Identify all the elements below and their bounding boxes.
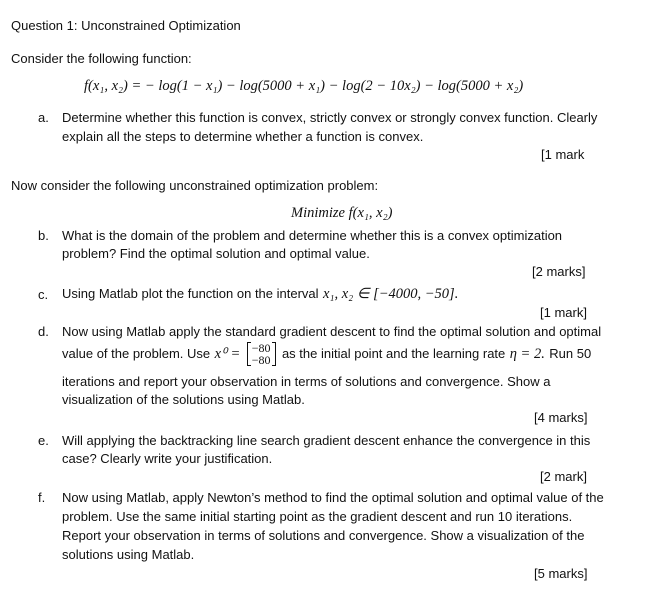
- part-e-line2: case? Clearly write your justification.: [62, 451, 273, 466]
- part-c-marks: [1 mark]: [540, 305, 587, 320]
- part-f-marks: [5 marks]: [534, 566, 588, 581]
- part-d-x0: x⁰ =: [214, 346, 241, 363]
- part-a-marks: [1 mark: [541, 147, 585, 162]
- function-expression: f(x₁, x₂) = − log(1 − x₁) − log(5000 + x₁) − log(2 − 10x₂) − log(5000 + x₂): [84, 78, 524, 94]
- part-c-interval: x₁, x₂ ∈ [−4000, −50].: [323, 286, 459, 302]
- part-d-label: d.: [38, 324, 49, 339]
- part-d-line2-pre: value of the problem. Use: [62, 346, 211, 362]
- part-f-line4: solutions using Matlab.: [62, 547, 195, 562]
- part-a-line2: explain all the steps to determine whether a function is convex.: [62, 129, 424, 144]
- part-d-line4: visualization of the solutions using Matlab.: [62, 392, 305, 407]
- part-d-line1: Now using Matlab apply the standard gradient descent to find the optimal solution and optimal: [62, 324, 602, 339]
- part-c-line: [62, 284, 458, 303]
- part-c-text: Using Matlab plot the function on the interval: [62, 286, 319, 301]
- part-e-line1: Will applying the backtracking line search gradient descent enhance the convergence in this: [62, 433, 591, 448]
- part-e-marks: [2 mark]: [540, 469, 587, 484]
- part-d-line3: iterations and report your observation in terms of solutions and convergence. Show a: [62, 374, 551, 389]
- part-d-eta: η = 2.: [509, 346, 545, 363]
- part-d-marks: [4 marks]: [534, 410, 588, 425]
- intro-text: Consider the following function:: [11, 51, 192, 66]
- part-f-line2: problem. Use the same initial starting point as the gradient descent and run 10 iterations.: [62, 509, 573, 524]
- vector-top: −80: [251, 341, 271, 355]
- part-b-line2: problem? Find the optimal solution and optimal value.: [62, 246, 370, 261]
- part-a-line1: Determine whether this function is convex, strictly convex or strongly convex function. Clearly: [62, 110, 598, 125]
- question-title: Question 1: Unconstrained Optimization: [11, 18, 241, 33]
- part-e-label: e.: [38, 433, 49, 448]
- problem-expression: Minimize f(x₁, x₂): [291, 205, 393, 221]
- part-b-label: b.: [38, 228, 49, 243]
- part-d-line2: [62, 342, 591, 366]
- part-d-line2-mid: as the initial point and the learning rate: [281, 346, 506, 362]
- initial-point-vector: [247, 342, 276, 366]
- part-f-label: f.: [38, 490, 46, 505]
- part-d-line2-post: Run 50: [549, 346, 592, 362]
- part-f-line1: Now using Matlab, apply Newton’s method to find the optimal solution and optimal value of the: [62, 490, 604, 505]
- vector-bottom: −80: [251, 353, 271, 367]
- part-f-line3: Report your observation in terms of solutions and convergence. Show a visualization of the: [62, 528, 585, 543]
- part-a-label: a.: [38, 110, 49, 125]
- part-b-marks: [2 marks]: [532, 264, 586, 279]
- problem-intro: Now consider the following unconstrained optimization problem:: [11, 178, 379, 193]
- part-b-line1: What is the domain of the problem and determine whether this is a convex optimization: [62, 228, 563, 243]
- part-c-label: c.: [38, 287, 49, 302]
